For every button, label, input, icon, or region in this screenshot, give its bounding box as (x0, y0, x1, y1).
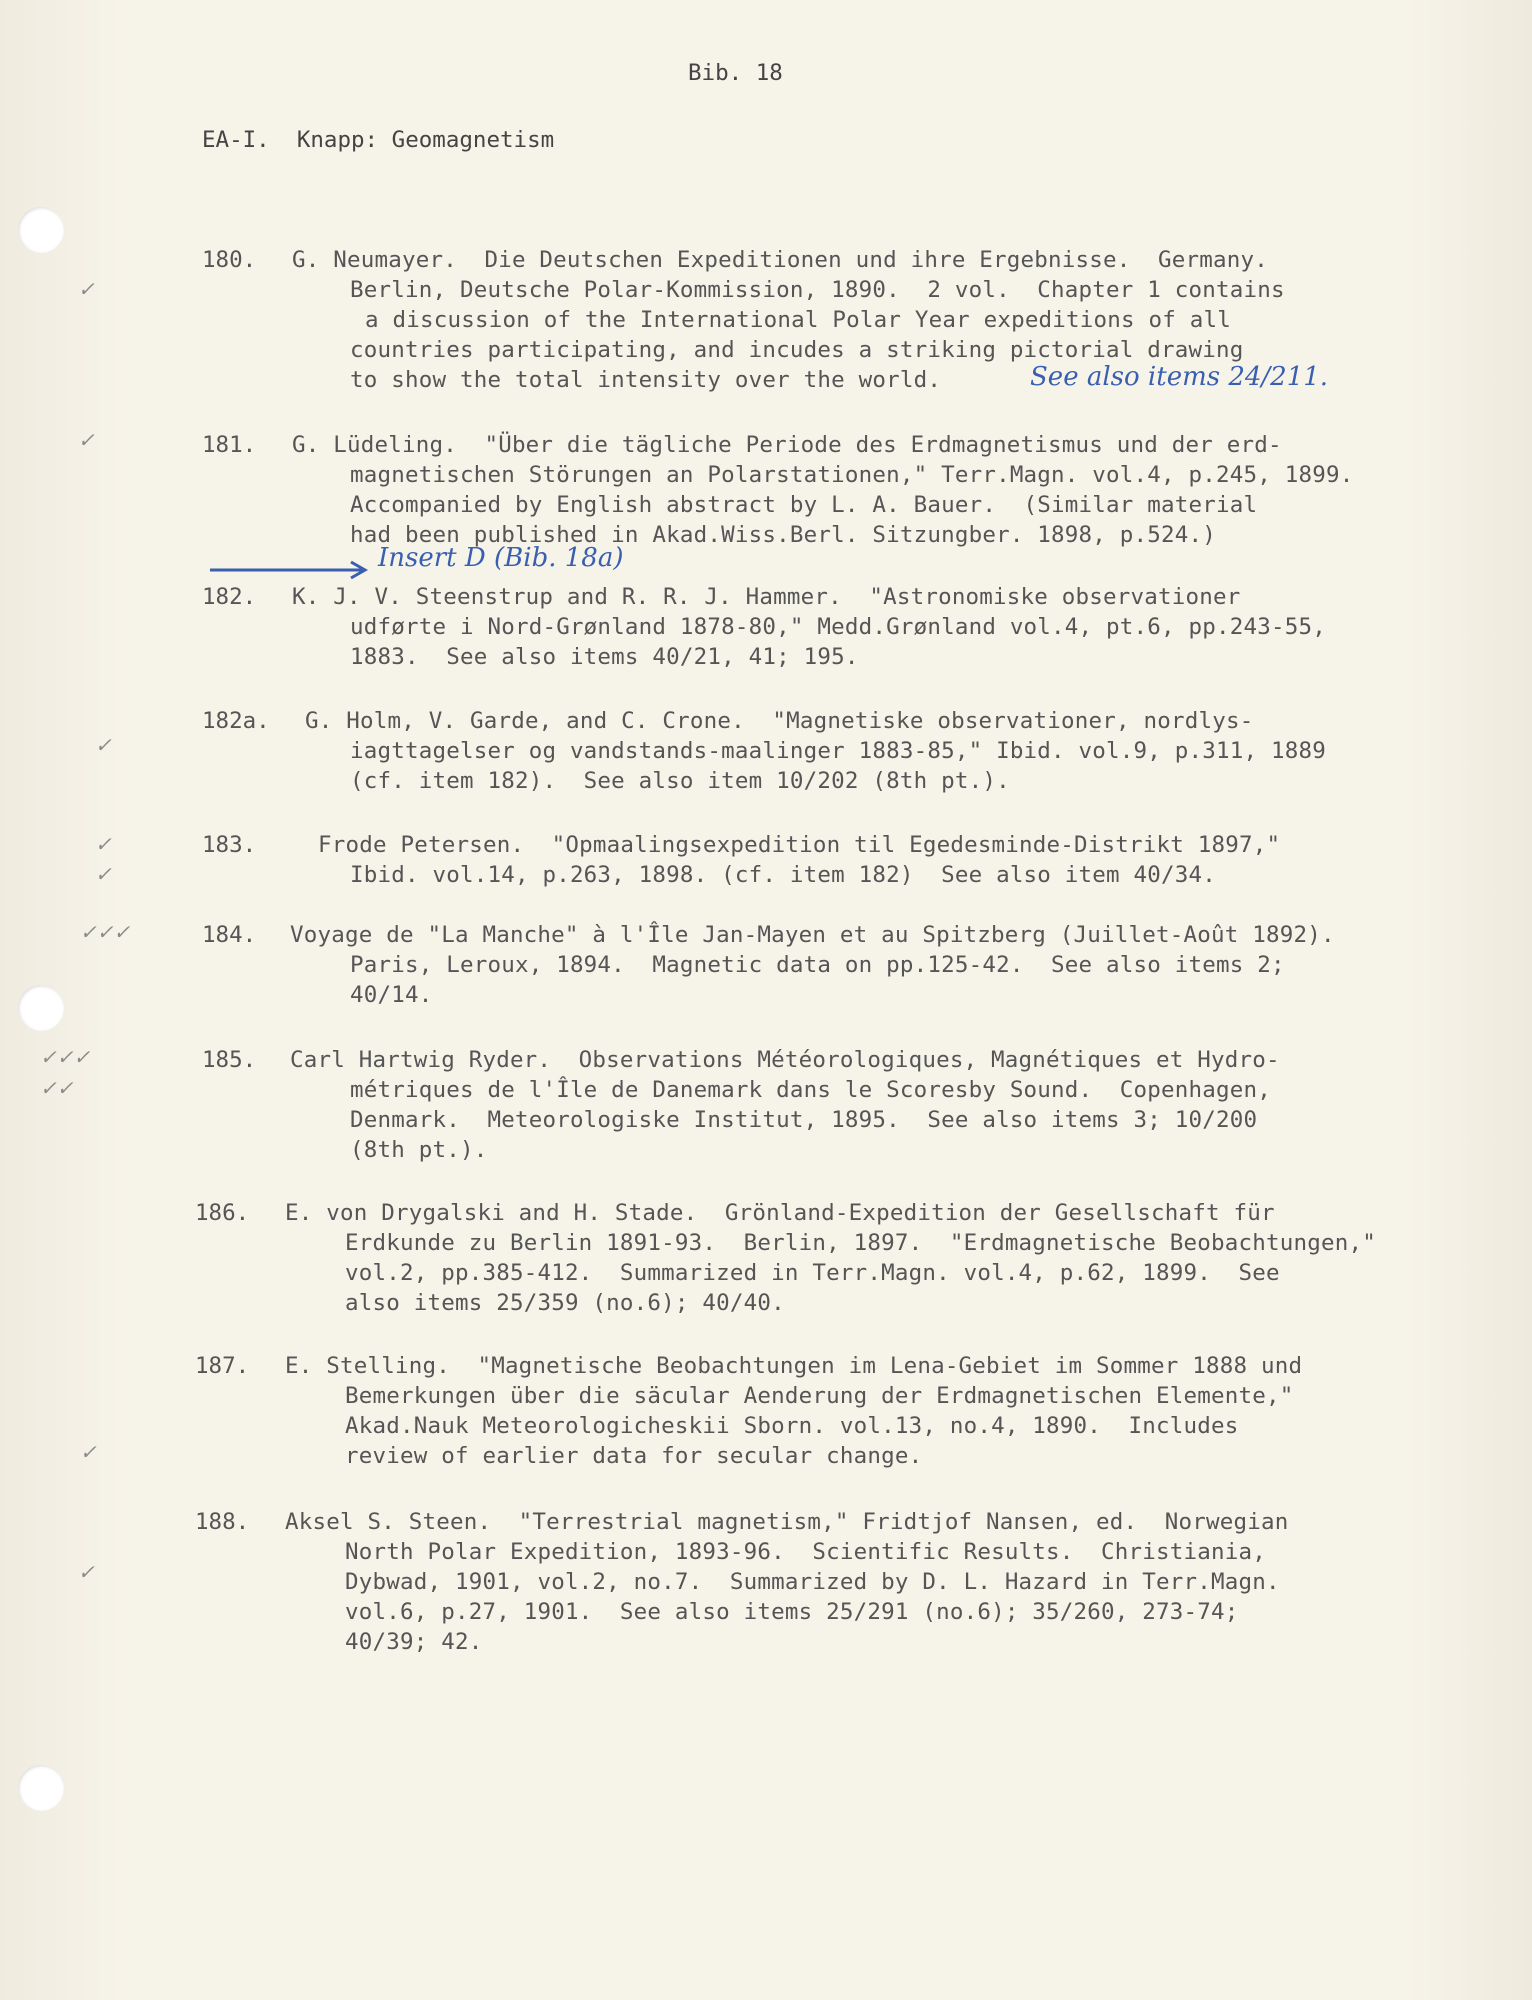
entry-number: 186. (195, 1200, 250, 1226)
entry-line: E. von Drygalski and H. Stade. Grönland-Expedition der Gesellschaft für (285, 1200, 1275, 1226)
margin-check: ✓✓ (40, 1076, 74, 1100)
entry-number: 180. (202, 247, 257, 273)
entry-line: G. Neumayer. Die Deutschen Expeditionen und ihre Ergebnisse. Germany. (292, 247, 1268, 273)
entry-number: 184. (202, 922, 257, 948)
entry-line: Denmark. Meteorologiske Institut, 1895. See also items 3; 10/200 (350, 1107, 1258, 1133)
page-id: Bib. 18 (688, 60, 783, 86)
entry-line: Erdkunde zu Berlin 1891-93. Berlin, 1897. "Erdmagnetische Beobachtungen," (345, 1230, 1376, 1256)
entry-number: 183. (202, 832, 257, 858)
entry-line: Voyage de "La Manche" à l'Île Jan-Mayen et au Spitzberg (Juillet-Août 1892). (290, 922, 1335, 948)
insert-arrow-icon (205, 555, 375, 585)
entry-line: (8th pt.). (350, 1137, 488, 1163)
entry-line: countries participating, and incudes a striking pictorial drawing (350, 337, 1244, 363)
entry-line: to show the total intensity over the world. (350, 367, 942, 393)
entry-line: Carl Hartwig Ryder. Observations Météorologiques, Magnétiques et Hydro- (290, 1047, 1280, 1073)
entry-line: Akad.Nauk Meteorologicheskii Sborn. vol.13, no.4, 1890. Includes (345, 1413, 1239, 1439)
entry-line: (cf. item 182). See also item 10/202 (8th pt.). (350, 768, 1010, 794)
margin-check: ✓ (78, 428, 95, 452)
margin-check: ✓ (78, 1560, 95, 1584)
entry-number: 182. (202, 584, 257, 610)
entry-line: Aksel S. Steen. "Terrestrial magnetism," Fridtjof Nansen, ed. Norwegian (285, 1509, 1289, 1535)
binder-hole (18, 1765, 64, 1811)
handwritten-note: See also items 24/211. (1030, 362, 1329, 392)
margin-check: ✓ (80, 1440, 97, 1464)
entry-line: had been published in Akad.Wiss.Berl. Sitzungber. 1898, p.524.) (350, 522, 1217, 548)
entry-line: 40/39; 42. (345, 1629, 483, 1655)
entry-line: métriques de l'Île de Danemark dans le Scoresby Sound. Copenhagen, (350, 1077, 1271, 1103)
entry-line: vol.2, pp.385-412. Summarized in Terr.Magn. vol.4, p.62, 1899. See (345, 1260, 1280, 1286)
entry-number: 181. (202, 432, 257, 458)
entry-line: E. Stelling. "Magnetische Beobachtungen im Lena-Gebiet im Sommer 1888 und (285, 1353, 1303, 1379)
entry-line: Frode Petersen. "Opmaalingsexpedition til Egedesminde-Distrikt 1897," (318, 832, 1281, 858)
entry-line: vol.6, p.27, 1901. See also items 25/291 (no.6); 35/260, 273-74; (345, 1599, 1239, 1625)
entry-line: Ibid. vol.14, p.263, 1898. (cf. item 182) See also item 40/34. (350, 862, 1217, 888)
entry-line: G. Lüdeling. "Über die tägliche Periode des Erdmagnetismus und der erd- (292, 432, 1282, 458)
margin-check: ✓ (95, 733, 112, 757)
handwritten-note: Insert D (Bib. 18a) (378, 543, 624, 573)
entry-number: 187. (195, 1353, 250, 1379)
entry-line: review of earlier data for secular change. (345, 1443, 923, 1469)
section-title: EA-I. Knapp: Geomagnetism (202, 127, 555, 153)
entry-line: Dybwad, 1901, vol.2, no.7. Summarized by D. L. Hazard in Terr.Magn. (345, 1569, 1280, 1595)
entry-line: Paris, Leroux, 1894. Magnetic data on pp.125-42. See also items 2; (350, 952, 1285, 978)
margin-check: ✓✓✓ (40, 1045, 91, 1069)
margin-check: ✓ (78, 277, 95, 301)
entry-line: a discussion of the International Polar Year expeditions of all (365, 307, 1232, 333)
binder-hole (18, 985, 64, 1031)
entry-line: also items 25/359 (no.6); 40/40. (345, 1290, 785, 1316)
binder-hole (18, 207, 64, 253)
entry-line: iagttagelser og vandstands-maalinger 1883-85," Ibid. vol.9, p.311, 1889 (350, 738, 1326, 764)
entry-line: Berlin, Deutsche Polar-Kommission, 1890. 2 vol. Chapter 1 contains (350, 277, 1285, 303)
entry-number: 182a. (202, 708, 270, 734)
margin-check: ✓ (95, 862, 112, 886)
entry-line: 40/14. (350, 982, 433, 1008)
entry-line: 1883. See also items 40/21, 41; 195. (350, 644, 859, 670)
entry-line: Bemerkungen über die säcular Aenderung der Erdmagnetischen Elemente," (345, 1383, 1294, 1409)
margin-check: ✓ (95, 832, 112, 856)
entry-line: magnetischen Störungen an Polarstationen," Terr.Magn. vol.4, p.245, 1899. (350, 462, 1354, 488)
margin-check: ✓✓✓ (80, 920, 131, 944)
entry-line: Accompanied by English abstract by L. A. Bauer. (Similar material (350, 492, 1258, 518)
entry-number: 185. (202, 1047, 257, 1073)
entry-line: K. J. V. Steenstrup and R. R. J. Hammer. "Astronomiske observationer (292, 584, 1241, 610)
entry-line: North Polar Expedition, 1893-96. Scientific Results. Christiania, (345, 1539, 1266, 1565)
entry-number: 188. (195, 1509, 250, 1535)
entry-line: udførte i Nord-Grønland 1878-80," Medd.Grønland vol.4, pt.6, pp.243-55, (350, 614, 1326, 640)
entry-line: G. Holm, V. Garde, and C. Crone. "Magnetiske observationer, nordlys- (305, 708, 1254, 734)
